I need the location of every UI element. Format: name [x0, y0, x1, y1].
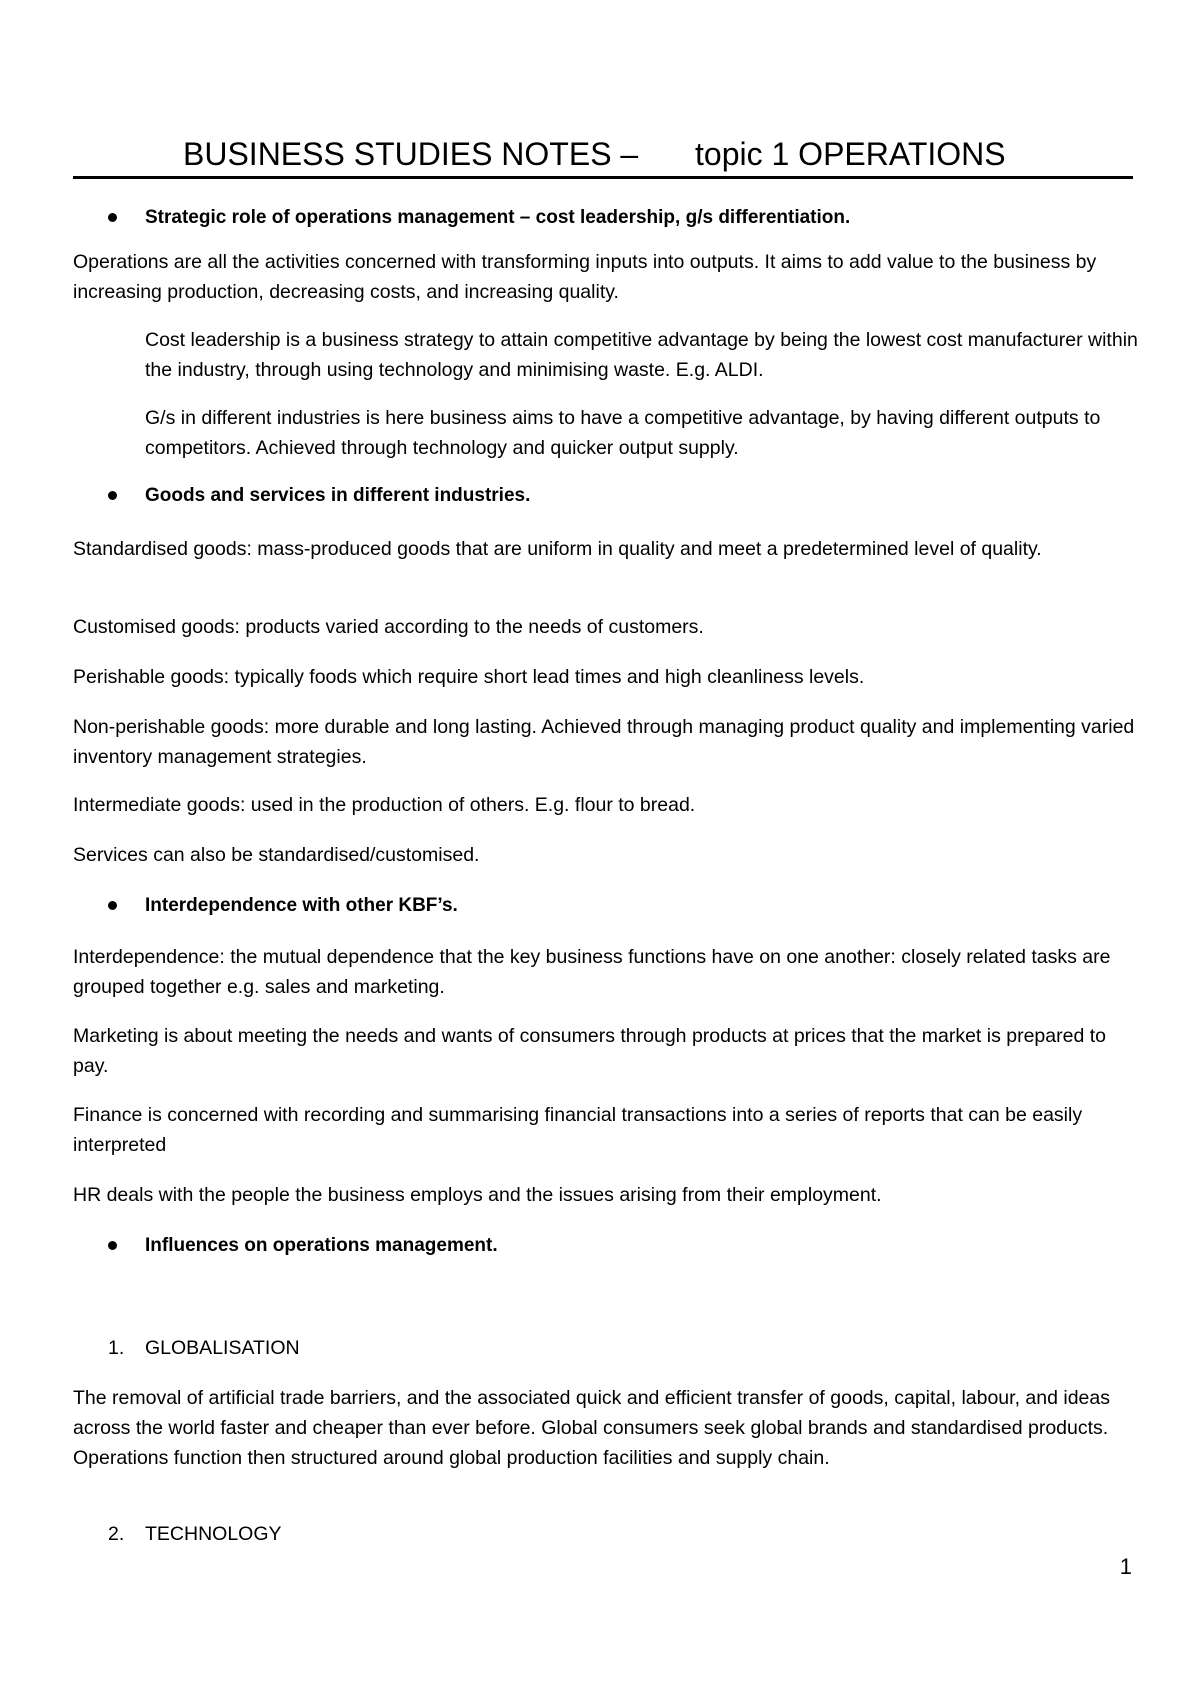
- bullet-icon: [108, 491, 117, 500]
- section-heading-influences: Influences on operations management.: [145, 1235, 498, 1256]
- bullet-icon: [108, 901, 117, 910]
- page-title: [73, 132, 1133, 179]
- list-item-globalisation: GLOBALISATION: [145, 1337, 300, 1359]
- paragraph-intermediate-goods: Intermediate goods: used in the production of others. E.g. flour to bread.: [73, 794, 696, 816]
- section-heading-strategic-role: Strategic role of operations management – cost leadership, g/s differentiation.: [145, 207, 851, 228]
- paragraph-perishable-goods: Perishable goods: typically foods which require short lead times and high cleanliness levels.: [73, 666, 865, 688]
- paragraph-non-perishable-goods: Non-perishable goods: more durable and long lasting. Achieved through managing product quality and implementing varied inventory management strategies.: [73, 716, 1135, 768]
- list-item-technology: TECHNOLOGY: [145, 1523, 282, 1545]
- section-heading-goods-services: Goods and services in different industries.: [145, 485, 531, 506]
- paragraph-interdependence: Interdependence: the mutual dependence that the key business functions have on one another: closely related tasks are grouped together e.g. sales and marketing.: [73, 946, 1111, 998]
- list-number: 1.: [108, 1337, 125, 1359]
- paragraph-hr: HR deals with the people the business employs and the issues arising from their employment.: [73, 1184, 882, 1206]
- bullet-icon: [108, 213, 117, 222]
- paragraph-standardised-goods: Standardised goods: mass-produced goods that are uniform in quality and meet a predetermined level of quality.: [73, 538, 1042, 560]
- paragraph-cost-leadership: Cost leadership is a business strategy to attain competitive advantage by being the lowest cost manufacturer within the industry, through using technology and minimising waste. E.g. ALDI.: [145, 329, 1138, 381]
- paragraph-globalisation: The removal of artificial trade barriers, and the associated quick and efficient transfer of goods, capital, labour, and ideas across the world faster and cheaper than ever before. Global consumers seek global brands and standardised products. Operations function then structured around global production facilities and supply chain.: [73, 1387, 1110, 1469]
- bullet-icon: [108, 1241, 117, 1250]
- list-number: 2.: [108, 1523, 125, 1545]
- title-right: topic 1 OPERATIONS: [695, 136, 1006, 172]
- title-left: BUSINESS STUDIES NOTES –: [183, 136, 639, 172]
- paragraph-gs-differentiation: G/s in different industries is here business aims to have a competitive advantage, by having different outputs to competitors. Achieved through technology and quicker output supply.: [145, 407, 1101, 459]
- paragraph-marketing: Marketing is about meeting the needs and wants of consumers through products at prices that the market is prepared to pay.: [73, 1025, 1106, 1077]
- section-heading-interdependence: Interdependence with other KBF’s.: [145, 895, 458, 916]
- paragraph-customised-goods: Customised goods: products varied according to the needs of customers.: [73, 616, 704, 638]
- paragraph-finance: Finance is concerned with recording and summarising financial transactions into a series of reports that can be easily interpreted: [73, 1104, 1083, 1156]
- paragraph-operations: Operations are all the activities concerned with transforming inputs into outputs. It aims to add value to the business by increasing production, decreasing costs, and increasing quality.: [73, 251, 1097, 303]
- paragraph-services: Services can also be standardised/customised.: [73, 844, 480, 866]
- page-number: 1: [1119, 1554, 1132, 1579]
